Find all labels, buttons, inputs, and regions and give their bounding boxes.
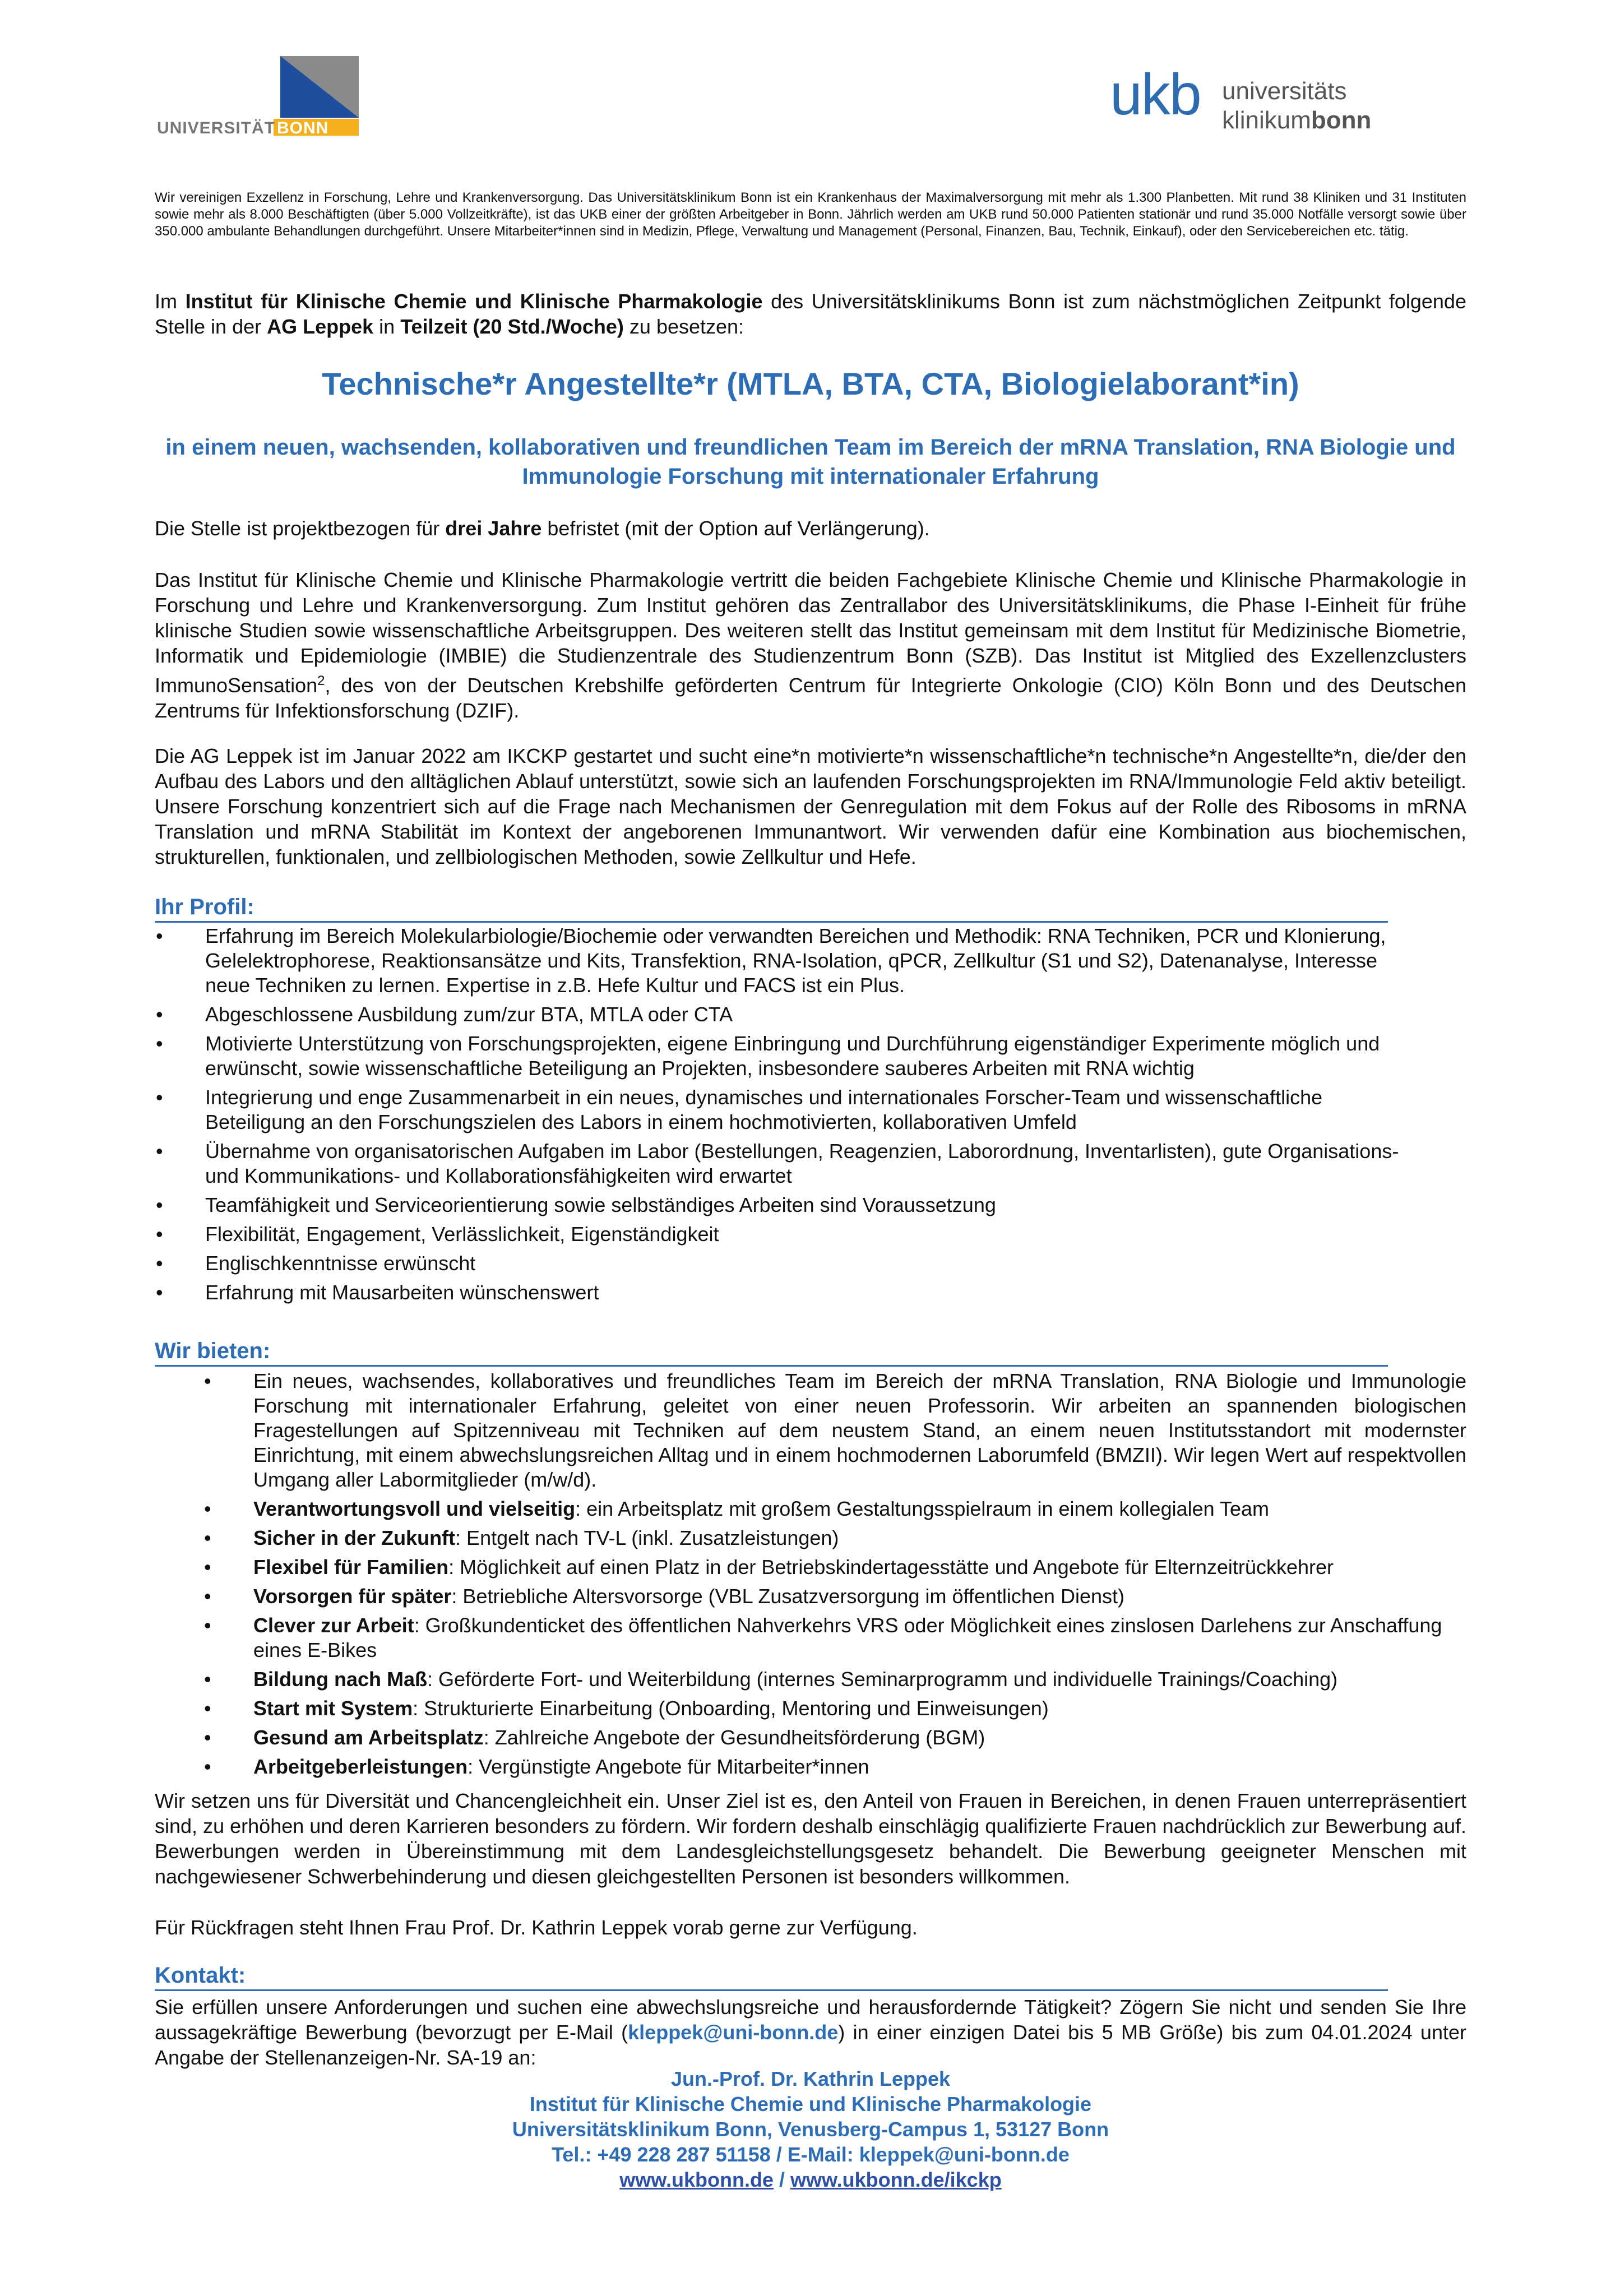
contact-institute: Institut für Klinische Chemie und Klinische Pharmakologie (529, 2093, 1092, 2116)
benefit-title: Flexibel für Familien (253, 1556, 449, 1578)
list-item: • Teamfähigkeit und Serviceorientierung sowie selbständiges Arbeiten sind Voraussetzung (205, 1193, 1427, 1218)
institut-text-2: , des von der Deutschen Krebshilfe geförderten Centrum für Integrierte Onkologie (CIO) Köln Bonn und des Deutschen Zentrums für Infektionsforschung (DZIF). (155, 674, 1466, 722)
lead-teilzeit: Teilzeit (20 Std./Woche) (400, 315, 624, 338)
list-item (253, 1755, 1466, 1779)
ukb-logo (1110, 62, 1401, 135)
profil-list (205, 924, 1427, 1309)
benefit-title: Bildung nach Maß (253, 1668, 427, 1691)
befristung-paragraph (155, 516, 1466, 541)
lead-text-2: des Universitätsklinikums Bonn ist zum nächstmöglichen Zeitpunkt folgende Stelle in der (155, 290, 1466, 338)
benefit-text: : Vergünstigte Angebote für Mitarbeiter*innen (468, 1755, 869, 1778)
benefit-text: : Entgelt nach TV-L (inkl. Zusatzleistungen) (455, 1526, 839, 1549)
benefit-text: : Betriebliche Altersvorsorge (VBL Zusatzversorgung im öffentlichen Dienst) (451, 1585, 1124, 1608)
bieten-heading: Wir bieten: (155, 1339, 1388, 1367)
intro-paragraph: Wir vereinigen Exzellenz in Forschung, Lehre und Krankenversorgung. Das Universitätsklinikum Bonn ist ein Krankenhaus der Maximalversorgung mit mehr als 1.300 Planbetten. Mit rund 38 Kliniken und 31 Instituten sowie mehr als 8.000 Beschäftigten (über 5.000 Vollzeitkräfte), ist das UKB einer der größten Arbeitgeber in Bonn. Jährlich werden am UKB rund 50.000 Patienten stationär und rund 35.000 Notfälle versorgt sowie über 350.000 ambulante Behandlungen durchgeführt. Unsere Mitarbeiter*innen sind in Medizin, Pflege, Verwaltung und Management (Personal, Finanzen, Bau, Technik, Einkauf), oder den Servicebereichen etc. tätig. (155, 190, 1466, 239)
list-item (253, 1613, 1466, 1663)
contact-phone-mail: Tel.: +49 228 287 51158 / E-Mail: kleppek@uni-bonn.de (552, 2143, 1070, 2166)
list-item: • Erfahrung im Bereich Molekularbiologie/Biochemie oder verwandten Bereichen und Methodik: RNA Techniken, PCR und Klonierung, Gelelektrophorese, Reaktionsansätze und Kits, Transfektion, RNA-Isolation, qPCR, Zellkultur (S1 und S2), Datenanalyse, Interesse neue Techniken zu lernen. Expertise in z.B. Hefe Kultur und FACS ist ein Plus. (205, 924, 1427, 998)
job-subtitle: in einem neuen, wachsenden, kollaborativen und freundlichen Team im Bereich der mRNA Translation, RNA Biologie und Immunologie Forschung mit internationaler Erfahrung (165, 435, 1456, 489)
benefit-text: : Großkundenticket des öffentlichen Nahverkehrs VRS oder Möglichkeit eines zinslosen Darlehens zur Anschaffung eines E-Bikes (253, 1614, 1442, 1661)
benefit-title: Sicher in der Zukunft (253, 1526, 456, 1549)
kontakt-text-2: ) in einer einzigen Datei bis 5 MB Größe) bis zum 04.01.2024 unter Angabe der Stellenanzeigen-Nr. SA-19 an: (155, 2021, 1466, 2069)
institut-sup: 2 (317, 673, 325, 688)
kontakt-email-link[interactable]: kleppek@uni-bonn.de (628, 2021, 839, 2044)
contact-address: Universitätsklinikum Bonn, Venusberg-Campus 1, 53127 Bonn (512, 2118, 1109, 2141)
kontakt-text-1: Sie erfüllen unsere Anforderungen und suchen eine abwechslungsreiche und herausfordernde Tätigkeit? Zögern Sie nicht und senden Sie Ihre aussagekräftige Bewerbung (bevorzugt per E-Mail ( (155, 1996, 1466, 2044)
list-item: • Flexibilität, Engagement, Verlässlichkeit, Eigenständigkeit (205, 1222, 1427, 1247)
list-item (253, 1667, 1466, 1692)
logo-text-bonn: BONN (277, 119, 329, 137)
lead-ag: AG Leppek (267, 315, 374, 338)
ukb-mark: ukb (1110, 62, 1201, 127)
ukb-line1: universitäts (1222, 77, 1347, 105)
benefit-text: : ein Arbeitsplatz mit großem Gestaltungsspielraum in einem kollegialen Team (575, 1497, 1270, 1520)
rueckfragen-paragraph: Für Rückfragen steht Ihnen Frau Prof. Dr. Kathrin Leppek vorab gerne zur Verfügung. (155, 1916, 918, 1939)
befristung-duration: drei Jahre (445, 517, 542, 540)
kontakt-paragraph (155, 1994, 1466, 2070)
institut-text: Das Institut für Klinische Chemie und Klinische Pharmakologie vertritt die beiden Fachgebiete Klinische Chemie und Klinische Pharmakologie in Forschung und Lehre und Krankenversorgung. Zum Institut gehören das Zentrallabor des Universitätsklinikums, die Phase I-Einheit für frühe klinische Studien sowie wissenschaftliche Arbeitsgruppen. Des weiteren stellt das Institut gemeinsam mit dem Institut für Medizinische Biometrie, Informatik und Epidemiologie (IMBIE) die Studienzentrale des Studienzentrum Bonn (SZB). Das Institut ist Mitglied des Exzellenzclusters ImmunoSensation (155, 568, 1466, 697)
contact-address-block (155, 2066, 1466, 2192)
befristung-text-2: befristet (mit der Option auf Verlängerung). (541, 517, 930, 540)
logo-text-universitaet: UNIVERSITÄT (157, 119, 276, 137)
benefit-text: : Strukturierte Einarbeitung (Onboarding, Mentoring und Einweisungen) (413, 1697, 1049, 1720)
list-item: • Englischkenntnisse erwünscht (205, 1251, 1427, 1276)
benefit-title: Start mit System (253, 1697, 413, 1720)
link-separator: / (773, 2168, 790, 2191)
lead-text-4: zu besetzen: (623, 315, 744, 338)
list-item (253, 1497, 1466, 1521)
befristung-text-1: Die Stelle ist projektbezogen für (155, 517, 446, 540)
contact-name: Jun.-Prof. Dr. Kathrin Leppek (670, 2067, 951, 2090)
job-title: Technische*r Angestellte*r (MTLA, BTA, CTA, Biologielaborant*in) (322, 366, 1299, 401)
contact-links (155, 2167, 1466, 2192)
university-bonn-logo (157, 56, 359, 140)
benefit-title: Clever zur Arbeit (253, 1614, 414, 1637)
ukb-line2-klinikum: klinikum (1222, 107, 1311, 134)
lead-paragraph (155, 289, 1466, 339)
benefit-text: : Möglichkeit auf einen Platz in der Betriebskindertagesstätte und Angebote für Elternzeitrückkehrer (448, 1556, 1334, 1578)
lead-text-3: in (373, 315, 401, 338)
list-item: • Abgeschlossene Ausbildung zum/zur BTA, MTLA oder CTA (205, 1002, 1427, 1027)
ikckp-link[interactable]: www.ukbonn.de/ikckp (790, 2168, 1002, 2191)
list-item (253, 1555, 1466, 1580)
list-item: • Erfahrung mit Mausarbeiten wünschenswert (205, 1280, 1427, 1305)
lead-text-1: Im (155, 290, 186, 313)
bieten-list (253, 1369, 1466, 1784)
list-item: • Übernahme von organisatorischen Aufgaben im Labor (Bestellungen, Reagenzien, Laborordnung, Inventarlisten), gute Organisations- und Kommunikations- und Kollaborationsfähigkeiten wird erwartet (205, 1139, 1427, 1188)
benefit-title: Verantwortungsvoll und vielseitig (253, 1497, 576, 1520)
lead-institute: Institut für Klinische Chemie und Klinische Pharmakologie (185, 290, 763, 313)
kontakt-heading: Kontakt: (155, 1963, 1388, 1991)
ag-paragraph: Die AG Leppek ist im Januar 2022 am IKCKP gestartet und sucht eine*n motivierte*n wissenschaftliche*n technische*n Angestellte*n, die/der den Aufbau des Labors und den alltäglichen Ablauf unterstützt, sowie sich an laufenden Forschungsprojekten im RNA/Immunologie Feld aktiv beteiligt. Unsere Forschung konzentriert sich auf die Frage nach Mechanismen der Genregulation mit dem Fokus auf der Rolle des Ribosoms in mRNA Translation und mRNA Stabilität im Kontext der angeborenen Immunantwort. Wir verwenden dafür eine Kombination aus biochemischen, strukturellen, funktionalen, und zellbiologischen Methoden, sowie Zellkultur und Hefe. (155, 744, 1466, 868)
list-item: • Motivierte Unterstützung von Forschungsprojekten, eigene Einbringung und Durchführung eigenständiger Experimente möglich und erwünscht, sowie wissenschaftliche Beteiligung an Projekten, insbesondere sauberes Arbeiten mit RNA wichtig (205, 1031, 1427, 1081)
list-item: • Integrierung und enge Zusammenarbeit in ein neues, dynamisches und internationales Forscher-Team und wissenschaftliche Beteiligung an den Forschungszielen des Labors in einem hochmotivierten, kollaborativen Umfeld (205, 1085, 1427, 1135)
benefit-text: : Zahlreiche Angebote der Gesundheitsförderung (BGM) (483, 1726, 985, 1749)
profil-heading: Ihr Profil: (155, 895, 1388, 923)
ukbonn-link[interactable]: www.ukbonn.de (619, 2168, 774, 2191)
ukb-line2-bonn: bonn (1311, 107, 1372, 134)
benefit-text: : Geförderte Fort- und Weiterbildung (internes Seminarprogramm und individuelle Trainings/Coaching) (427, 1668, 1338, 1691)
ukb-line2 (1222, 107, 1371, 135)
list-item (253, 1526, 1466, 1550)
list-item: • Ein neues, wachsendes, kollaboratives und freundliches Team im Bereich der mRNA Translation, RNA Biologie und Immunologie Forschung mit internationaler Erfahrung, geleitet von einer neuen Professorin. Wir arbeiten an spannenden biologischen Fragestellungen auf Spitzenniveau mit Techniken auf dem neustem Stand, an einem neuen Institutsstandort mit modernster Einrichtung, mit einem abwechslungsreichen Alltag und in einem hochmodernen Laborumfeld (BMZII). Wir legen Wert auf respektvollen Umgang aller Labormitglieder (m/w/d). (253, 1369, 1466, 1492)
list-item (253, 1584, 1466, 1609)
institut-paragraph (155, 567, 1466, 723)
benefit-title: Vorsorgen für später (253, 1585, 452, 1608)
diversity-paragraph: Wir setzen uns für Diversität und Chancengleichheit ein. Unser Ziel ist es, den Anteil von Frauen in Bereichen, in denen Frauen unterrepräsentiert sind, zu erhöhen und deren Karrieren besonders zu fördern. Wir fordern deshalb einschlägig qualifizierte Frauen nachdrücklich zur Bewerbung auf. Bewerbungen werden in Übereinstimmung mit dem Landesgleichstellungsgesetz behandelt. Die Bewerbung geeigneter Menschen mit nachgewiesener Schwerbehinderung und diesen gleichgestellten Personen ist besonders willkommen. (155, 1789, 1466, 1888)
list-item (253, 1696, 1466, 1721)
benefit-title: Arbeitgeberleistungen (253, 1755, 468, 1778)
list-item (253, 1725, 1466, 1750)
benefit-title: Gesund am Arbeitsplatz (253, 1726, 484, 1749)
